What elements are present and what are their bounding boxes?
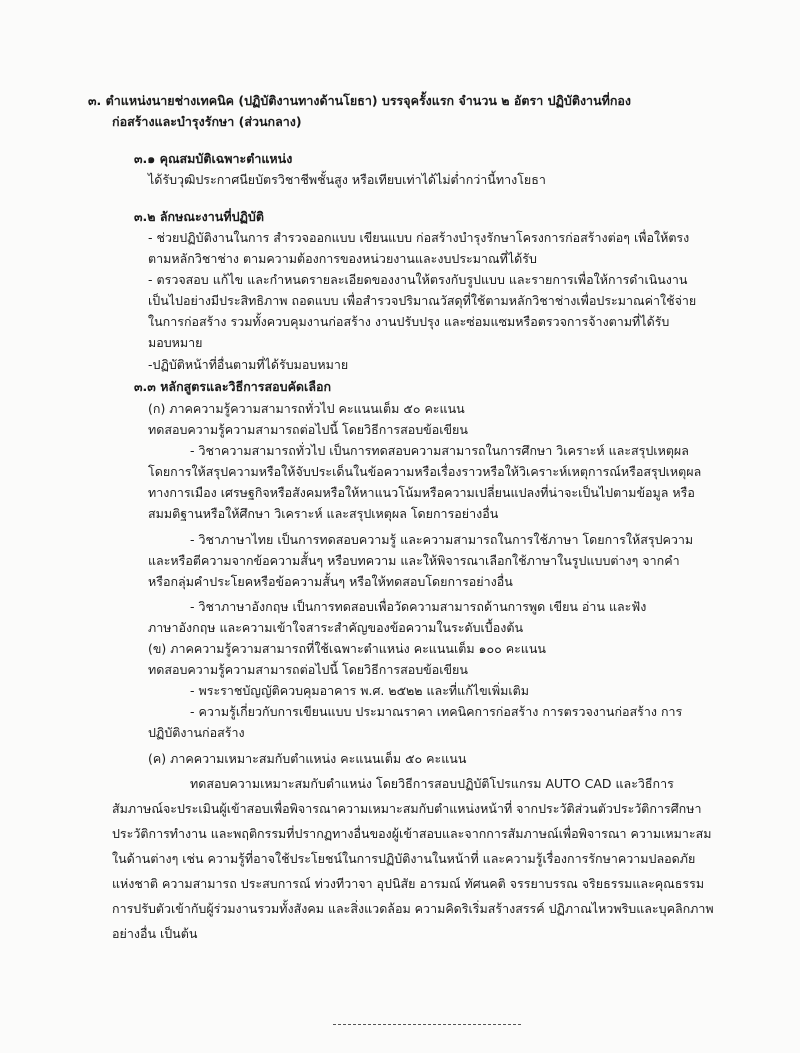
duties-line: -ปฏิบัติหน้าที่อื่นตามที่ได้รับมอบหมาย (148, 357, 349, 372)
part-a-line: ภาษาอังกฤษ และความเข้าใจสาระสำคัญของข้อความในระดับเบื้องต้น (148, 620, 524, 635)
part-b-line: - ความรู้เกี่ยวกับการเขียนแบบ ประมาณราคา เทคนิคการก่อสร้าง การตรวจงานก่อสร้าง การ (190, 704, 683, 719)
part-a-line: - วิชาภาษาไทย เป็นการทดสอบความรู้ และความสามารถในการใช้ภาษา โดยการให้สรุปความ (190, 532, 694, 547)
part-a-intro: ทดสอบความรู้ความสามารถต่อไปนี้ โดยวิธีการสอบข้อเขียน (148, 422, 468, 437)
section-heading-line-2: ก่อสร้างและบำรุงรักษา (ส่วนกลาง) (112, 114, 302, 129)
part-c-line: ในด้านต่างๆ เช่น ความรู้ที่อาจใช้ประโยชน์ในการปฏิบัติงานในหน้าที่ และความรู้เรื่องการรักษาความปลอดภัย (112, 851, 696, 866)
part-c-line: ทดสอบความเหมาะสมกับตำแหน่ง โดยวิธีการสอบปฏิบัติโปรแกรม AUTO CAD และวิธีการ (190, 776, 674, 791)
part-c-line: สัมภาษณ์จะประเมินผู้เข้าสอบเพื่อพิจารณาความเหมาะสมกับตำแหน่งหน้าที่ จากประวัติส่วนตัวประวัติการศึกษา (112, 801, 702, 816)
part-a-line: - วิชาภาษาอังกฤษ เป็นการทดสอบเพื่อวัดความสามารถด้านการพูด เขียน อ่าน และฟัง (190, 599, 647, 614)
duties-line: ในการก่อสร้าง รวมทั้งควบคุมงานก่อสร้าง งานปรับปรุง และซ่อมแซมหรือตรวจการจ้างตามที่ได้รับ (148, 314, 670, 329)
subsection-title-exam: ๓.๓ หลักสูตรและวิธีการสอบคัดเลือก (134, 379, 332, 394)
part-c-line: ประวัติการทำงาน และพฤติกรรมที่ปรากฏทางอื่นของผู้เข้าสอบและจากการสัมภาษณ์เพื่อพิจารณา ความเหมาะสม (112, 826, 712, 841)
part-b-line: - พระราชบัญญัติควบคุมอาคาร พ.ศ. ๒๕๒๒ และที่แก้ไขเพิ่มเติม (190, 683, 529, 698)
part-b-heading: (ข) ภาคความรู้ความสามารถที่ใช้เฉพาะตำแหน่ง คะแนนเต็ม ๑๐๐ คะแนน (148, 641, 546, 656)
section-heading-line-1: ๓. ตำแหน่งนายช่างเทคนิค (ปฏิบัติงานทางด้านโยธา) บรรจุครั้งแรก จำนวน ๒ อัตรา ปฏิบัติงานที่กอง (88, 93, 632, 108)
part-c-line: แห่งชาติ ความสามารถ ประสบการณ์ ท่วงทีวาจา อุปนิสัย อารมณ์ ทัศนคติ จรรยาบรรณ จริยธรรมและคุณธรรม (112, 876, 705, 891)
subsection-title-duties: ๓.๒ ลักษณะงานที่ปฏิบัติ (134, 209, 264, 224)
part-a-line: และหรือตีความจากข้อความสั้นๆ หรือบทความ และให้พิจารณาเลือกใช้ภาษาในรูปแบบต่างๆ จากคำ (148, 553, 680, 568)
duties-line: ตามหลักวิชาช่าง ตามความต้องการของหน่วยงานและงบประมาณที่ได้รับ (148, 251, 537, 266)
footer-divider (333, 1024, 521, 1025)
subsection-title-qualifications: ๓.๑ คุณสมบัติเฉพาะตำแหน่ง (134, 151, 293, 166)
part-c-line: อย่างอื่น เป็นต้น (112, 926, 198, 941)
duties-line: เป็นไปอย่างมีประสิทธิภาพ ถอดแบบ เพื่อสำรวจปริมาณวัสดุที่ใช้ตามหลักวิชาช่างเพื่อประมาณค่าใช้จ่าย (148, 293, 697, 308)
part-a-line: หรือกลุ่มคำประโยคหรือข้อความสั้นๆ หรือให้ทดสอบโดยการอย่างอื่น (148, 574, 513, 589)
part-a-heading: (ก) ภาคความรู้ความสามารถทั่วไป คะแนนเต็ม ๕๐ คะแนน (148, 401, 465, 416)
duties-line: - ช่วยปฏิบัติงานในการ สำรวจออกแบบ เขียนแบบ ก่อสร้างบำรุงรักษาโครงการก่อสร้างต่อๆ เพื่อให้ตรง (148, 230, 690, 245)
duties-line: - ตรวจสอบ แก้ไข และกำหนดรายละเอียดของงานให้ตรงกับรูปแบบ และรายการเพื่อให้การดำเนินงาน (148, 272, 688, 287)
part-b-intro: ทดสอบความรู้ความสามารถต่อไปนี้ โดยวิธีการสอบข้อเขียน (148, 662, 468, 677)
part-a-line: - วิชาความสามารถทั่วไป เป็นการทดสอบความสามารถในการศึกษา วิเคราะห์ และสรุปเหตุผล (190, 443, 689, 458)
part-c-line: การปรับตัวเข้ากับผู้ร่วมงานรวมทั้งสังคม และสิ่งแวดล้อม ความคิดริเริ่มสร้างสรรค์ ปฏิภาณไหวพริบและบุคลิกภาพ (112, 901, 714, 916)
part-a-line: ทางการเมือง เศรษฐกิจหรือสังคมหรือให้หาแนวโน้มหรือความเปลี่ยนแปลงที่น่าจะเป็นไปตามข้อมูล หรือ (148, 485, 695, 500)
part-a-line: สมมติฐานหรือให้ศึกษา วิเคราะห์ และสรุปเหตุผล โดยการอย่างอื่น (148, 506, 499, 521)
qualifications-text: ได้รับวุฒิประกาศนียบัตรวิชาชีพชั้นสูง หรือเทียบเท่าได้ไม่ต่ำกว่านี้ทางโยธา (148, 172, 546, 187)
part-b-line: ปฏิบัติงานก่อสร้าง (148, 725, 245, 740)
part-a-line: โดยการให้สรุปความหรือให้จับประเด็นในข้อความหรือเรื่องราวหรือให้วิเคราะห์เหตุการณ์หรือสรุปเหตุผล (148, 464, 702, 479)
duties-line: มอบหมาย (148, 335, 203, 350)
part-c-heading: (ค) ภาคความเหมาะสมกับตำแหน่ง คะแนนเต็ม ๕๐ คะแนน (148, 751, 467, 766)
